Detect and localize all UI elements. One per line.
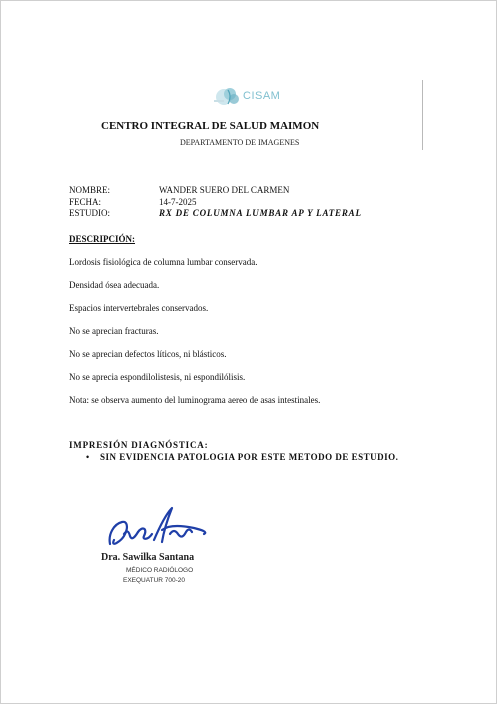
finding-item: No se aprecian fracturas.: [69, 326, 159, 336]
department-title: DEPARTAMENTO DE IMAGENES: [180, 138, 300, 147]
study-label: ESTUDIO:: [69, 208, 110, 218]
name-label: NOMBRE:: [69, 185, 111, 195]
date-label: FECHA:: [69, 197, 102, 207]
signature-name: Dra. Sawilka Santana: [101, 552, 195, 563]
impression-heading: IMPRESIÓN DIAGNÓSTICA:: [69, 440, 209, 450]
finding-item: Lordosis fisiológica de columna lumbar conservada.: [69, 257, 258, 267]
finding-item: No se aprecian defectos líticos, ni blásticos.: [69, 349, 227, 359]
finding-item: Densidad ósea adecuada.: [69, 280, 160, 290]
logo-text: CISAM: [243, 90, 281, 102]
impression-text: SIN EVIDENCIA PATOLOGIA POR ESTE METODO DE ESTUDIO.: [100, 452, 399, 462]
signature-exequatur: EXEQUATUR 700-20: [123, 577, 186, 584]
institution-title: CENTRO INTEGRAL DE SALUD MAIMON: [101, 120, 320, 132]
finding-item: Espacios intervertebrales conservados.: [69, 303, 209, 313]
impression-item: [86, 452, 398, 462]
description-heading: DESCRIPCIÓN:: [69, 234, 136, 244]
finding-note: Nota: se observa aumento del luminograma aereo de asas intestinales.: [69, 395, 321, 405]
study-value: RX DE COLUMNA LUMBAR AP Y LATERAL: [159, 208, 362, 218]
date-value: 14-7-2025: [159, 197, 197, 207]
name-value: WANDER SUERO DEL CARMEN: [159, 185, 290, 195]
signature-role: MÉDICO RADIÓLOGO: [126, 567, 194, 574]
finding-item: No se aprecia espondilolistesis, ni espondilólisis.: [69, 372, 246, 382]
signature-icon: [104, 504, 216, 556]
bullet-icon: •: [86, 452, 90, 462]
header-divider: [422, 80, 423, 150]
